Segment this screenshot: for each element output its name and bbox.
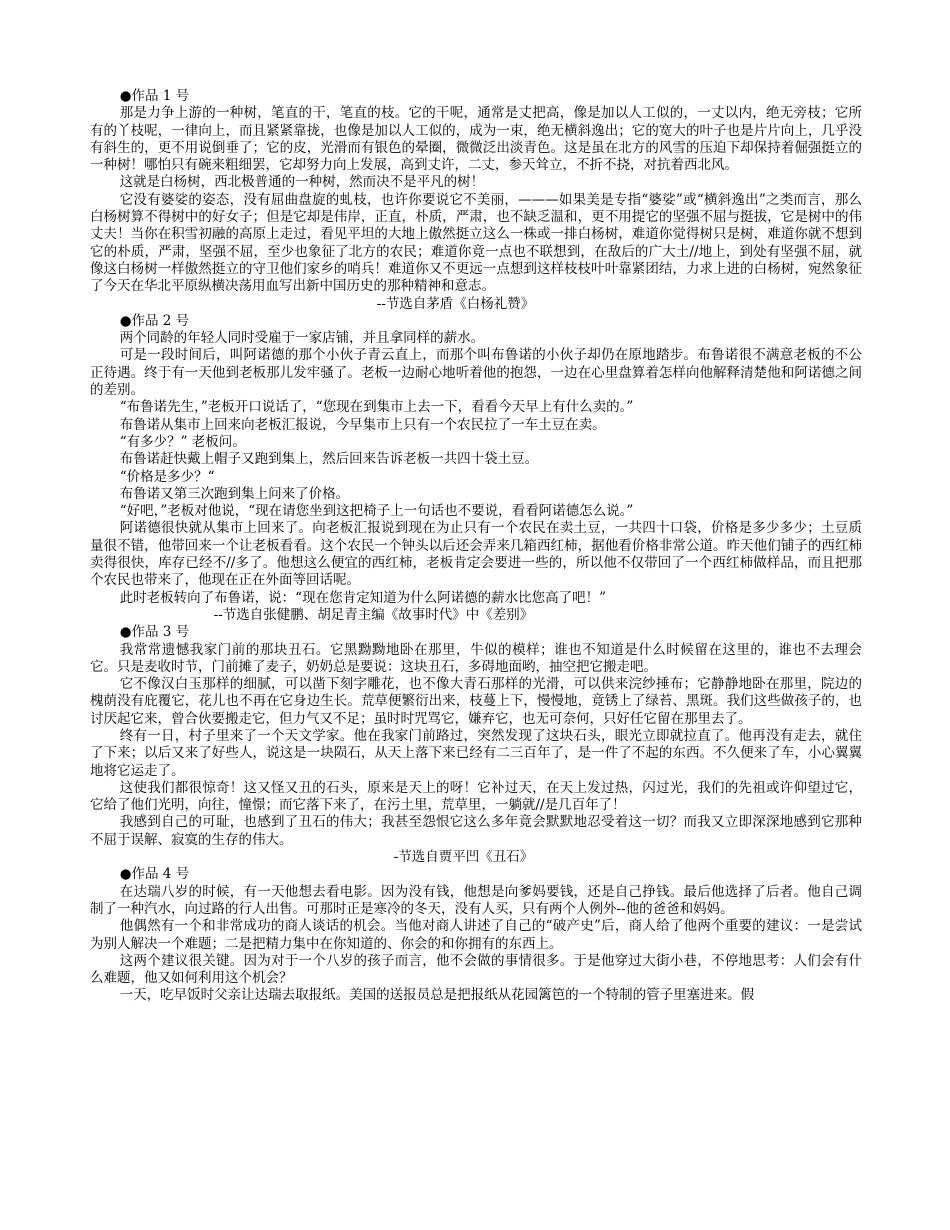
work-3 bbox=[90, 624, 862, 866]
work-heading: ● 作品 4 号 bbox=[90, 866, 862, 883]
paragraph: “好吧，”老板对他说，“现在请您坐到这把椅子上一句话也不要说，看看阿诺德怎么说。” bbox=[119, 503, 634, 520]
paragraph: 它不像汉白玉那样的细腻，可以凿下刻字雕花，也不像大青石那样的光滑，可以供来浣纱捶布；它静静地卧在那里，院边的槐荫没有庇覆它，花儿也不再在它身边生长。荒草便繁衍出来，枝蔓上下，慢慢地，竟锈上了绿苔、黑斑。我们这些做孩子的，也讨厌起它来，曾合伙要搬走它，但力气又不足；虽时时咒骂它，嫌弃它，也无可奈何，只好任它留在那里去了。 bbox=[90, 676, 862, 727]
paragraph: 布鲁诺从集市上回来向老板汇报说，今早集市上只有一个农民拉了一车土豆在卖。 bbox=[119, 416, 606, 433]
paragraph: 我感到自己的可耻，也感到了丑石的伟大；我甚至怨恨它这么多年竟会默默地忍受着这一切？而我又立即深深地感到它那种不屈于误解、寂寞的生存的伟大。 bbox=[90, 814, 862, 848]
paragraph: 它没有婆娑的姿态，没有屈曲盘旋的虬枝，也许你要说它不美丽，———如果美是专指“婆娑”或“横斜逸出”之类而言，那么白杨树算不得树中的好女子；但是它却是伟岸，正直，朴质，严肃，也不缺乏温和，更不用提它的坚强不屈与挺拔，它是树中的伟丈夫！当你在积雪初融的高原上走过，看见平坦的大地上傲然挺立这么一株或一排白杨树，难道你觉得树只是树，难道你就不想到它的朴质，严肃，坚强不屈，至少也象征了北方的农民；难道你竟一点也不联想到，在敌后的广大土//地上，到处有坚强不屈，就像这白杨树一样傲然挺立的守卫他们家乡的哨兵！难道你又不更远一点想到这样枝枝叶叶靠紧团结，力求上进的白杨树，宛然象征了今天在华北平原纵横决荡用血写出新中国历史的那种精神和意志。 bbox=[90, 191, 862, 295]
paragraph: 这就是白杨树，西北极普通的一种树，然而决不是平凡的树！ bbox=[119, 174, 485, 191]
source-citation: --节选自茅盾《白杨礼赞》 bbox=[376, 295, 535, 312]
paragraph: 阿诺德很快就从集市上回来了。向老板汇报说到现在为止只有一个农民在卖土豆，一共四十口袋，价格是多少多少；土豆质量很不错，他带回来一个让老板看看。这个农民一个钟头以后还会弄来几箱西红柿，据他看价格非常公道。昨天他们铺子的西红柿卖得很快，库存已经不//多了。他想这么便宜的西红柿，老板肯定会要进一些的，所以他不仅带回了一个西红柿做样品，而且把那个农民也带来了，他现在正在外面等回话呢。 bbox=[90, 520, 862, 589]
source-citation: -节选自贾平凹《丑石》 bbox=[393, 849, 534, 866]
work-heading: ● 作品 1 号 bbox=[90, 88, 862, 105]
paragraph: 在达瑞八岁的时候，有一天他想去看电影。因为没有钱，他想是向爹妈要钱，还是自己挣钱。最后他选择了后者。他自己调制了一种汽水，向过路的行人出售。可那时正是寒冷的冬天，没有人买，只有两个人例外--他的爸爸和妈妈。 bbox=[90, 883, 862, 917]
paragraph: 两个同龄的年轻人同时受雇于一家店铺，并且拿同样的薪水。 bbox=[119, 330, 485, 347]
work-2 bbox=[90, 313, 862, 624]
source-citation: --节选自张健鹏、胡足青主编《故事时代》中《差别》 bbox=[213, 606, 534, 623]
document-page bbox=[90, 88, 862, 1005]
paragraph: 这使我们都很惊奇！这又怪又丑的石头，原来是天上的呀！它补过天，在天上发过热，闪过光，我们的先祖或许仰望过它，它给了他们光明，向往，憧憬；而它落下来了，在污土里，荒草里，一躺就//是几百年了！ bbox=[90, 779, 862, 814]
paragraph: 一天，吃早饭时父亲让达瑞去取报纸。美国的送报员总是把报纸从花园篱笆的一个特制的管子里塞进来。假 bbox=[119, 987, 755, 1004]
paragraph: 这两个建议很关键。因为对于一个八岁的孩子而言，他不会做的事情很多。于是他穿过大街小巷，不停地思考：人们会有什么难题，他又如何利用这个机会？ bbox=[90, 952, 862, 987]
paragraph: 可是一段时间后，叫阿诺德的那个小伙子青云直上，而那个叫布鲁诺的小伙子却仍在原地踏步。布鲁诺很不满意老板的不公正待遇。终于有一天他到老板那儿发牢骚了。老板一边耐心地听着他的抱怨，一边在心里盘算着怎样向他解释清楚他和阿诺德之间的差别。 bbox=[90, 347, 862, 399]
paragraph: “布鲁诺先生，”老板开口说话了，“您现在到集市上去一下，看看今天早上有什么卖的。” bbox=[119, 399, 634, 416]
paragraph: “价格是多少？“ bbox=[119, 468, 215, 485]
paragraph: 我常常遗憾我家门前的那块丑石。它黑黝黝地卧在那里，牛似的模样；谁也不知道是什么时候留在这里的，谁也不去理会它。只是麦收时节，门前摊了麦子，奶奶总是要说：这块丑石，多碍地面哟，抽空把它搬走吧。 bbox=[90, 641, 862, 675]
work-heading: ● 作品 3 号 bbox=[90, 624, 862, 641]
paragraph: 那是力争上游的一种树，笔直的干，笔直的枝。它的干呢，通常是丈把高，像是加以人工似的，一丈以内，绝无旁枝；它所有的丫枝呢，一律向上，而且紧紧靠拢，也像是加以人工似的，成为一束，绝无横斜逸出；它的宽大的叶子也是片片向上，几乎没有斜生的，更不用说倒垂了；它的皮，光滑而有银色的晕圈，微微泛出淡青色。这是虽在北方的风雪的压迫下却保持着倔强挺立的一种树！哪怕只有碗来粗细罢，它却努力向上发展，高到丈许，二丈，参天耸立，不折不挠，对抗着西北风。 bbox=[90, 105, 862, 174]
paragraph: 他偶然有一个和非常成功的商人谈话的机会。当他对商人讲述了自己的“破产史”后，商人给了他两个重要的建议：一是尝试为别人解决一个难题；二是把精力集中在你知道的、你会的和你拥有的东西上。 bbox=[90, 918, 862, 952]
work-1 bbox=[90, 88, 862, 313]
work-4 bbox=[90, 866, 862, 1004]
paragraph: 布鲁诺赶快戴上帽子又跑到集上，然后回来告诉老板一共四十袋土豆。 bbox=[119, 451, 539, 468]
paragraph: “有多少？” 老板问。 bbox=[119, 433, 246, 450]
paragraph: 布鲁诺又第三次跑到集上问来了价格。 bbox=[119, 485, 350, 502]
paragraph: 终有一日，村子里来了一个天文学家。他在我家门前路过，突然发现了这块石头，眼光立即就拉直了。他再没有走去，就住了下来；以后又来了好些人，说这是一块陨石，从天上落下来已经有二三百年了，是一件了不起的东西。不久便来了车，小心翼翼地将它运走了。 bbox=[90, 727, 862, 779]
work-heading: ● 作品 2 号 bbox=[90, 313, 862, 330]
paragraph: 此时老板转向了布鲁诺，说：“现在您肯定知道为什么阿诺德的薪水比您高了吧！” bbox=[119, 589, 606, 606]
